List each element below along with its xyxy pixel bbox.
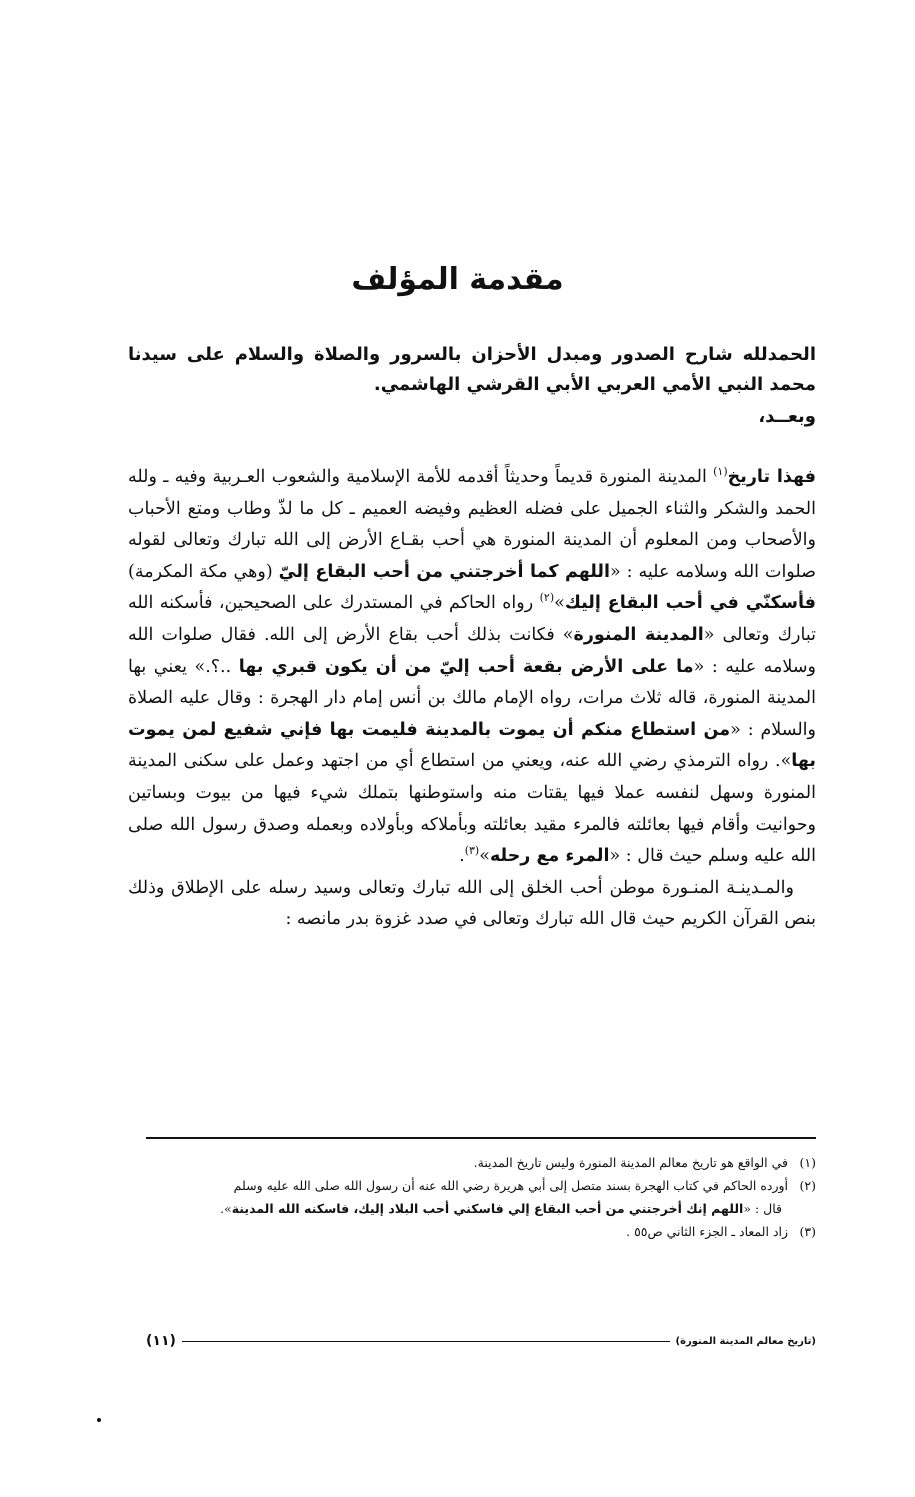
text-run: رواه الحاكم في المستدرك على الصحيحين، فأسكنه الله تبارك وتعالى « — [128, 593, 816, 645]
footer-line — [182, 1341, 670, 1342]
hadith-quote-4: المرء مع رحله — [489, 846, 610, 867]
footnote-number: (٢) — [799, 1178, 816, 1193]
text-run: » — [554, 593, 565, 614]
text-run: ..؟.» يعني بها المدينة المنورة، قاله ثلاث مرات، رواه الإمام مالك بن أنس إمام دار الهجرة : وقال عليه الصلاة والسلام : « — [128, 656, 816, 740]
paragraph-1 — [128, 462, 816, 873]
footnote-ref-2: (٢) — [539, 591, 555, 605]
footnote-2-continued — [128, 1197, 816, 1220]
page-number: (١١) — [146, 1333, 176, 1349]
footnote-divider — [146, 1137, 816, 1139]
hadith-quote-2: ما على الأرض بقعة أحب إليّ من أن يكون قبري بها — [238, 656, 694, 677]
footnote-quote: اللهم إنك أخرجتني من أحب البقاع إلي فاسكني أحب البلاد إليك، فاسكنه الله المدينة — [231, 1201, 744, 1216]
text-run: » فكانت بذلك أحب بقاع الأرض إلى الله. فقال صلوات الله وسلامه عليه : « — [128, 624, 816, 677]
footnote-text: قال : « — [743, 1201, 782, 1216]
main-text — [128, 462, 816, 936]
hadith-quote-1b: فأسكنّي في أحب البقاع إليك — [564, 593, 817, 614]
hadith-quote-3: من استطاع منكم أن يموت بالمدينة فليمت بها فإني شفيع لمن يموت بها — [128, 719, 816, 772]
opening-phrase: فهذا تاريخ — [727, 467, 816, 487]
footnote-3 — [128, 1220, 816, 1243]
footnote-ref-1: (١) — [713, 465, 728, 479]
footnote-number: (١) — [799, 1155, 816, 1170]
footnote-text: زاد المعاد ـ الجزء الثاني ص٥٥ . — [626, 1224, 789, 1239]
footnote-text: أورده الحاكم في كتاب الهجرة بسند متصل إلى أبي هريرة رضي الله عنه أن رسول الله صلى الله عليه وسلم — [233, 1178, 789, 1193]
paragraph-2: والمـدينـة المنـورة موطن أحب الخلق إلى الله تبارك وتعالى وسيد رسله على الإطلاق وذلك بنص القرآن الكريم حيث قال الله تبارك وتعالى في صدد غزوة بدر مانصه : — [128, 877, 816, 930]
footnote-1 — [128, 1151, 816, 1174]
intro-praise: الحمدلله شارح الصدور ومبدل الأحزان بالسرور والصلاة والسلام على سيدنا محمد النبي الأمي العربي الأبي القرشي الهاشمي. — [128, 344, 816, 395]
intro-wabad: وبعــد، — [758, 406, 816, 427]
text-run: » — [479, 846, 490, 867]
hadith-quote-1a: اللهم كما أخرجتني من أحب البقاع إليّ — [278, 561, 610, 582]
text-run: ». رواه الترمذي رضي الله عنه، ويعني من استطاع أي من اجتهد وعمل على سكنى المدينة المنورة وسهل لنفسه عملا فيها يقتات منه واستوطنها بتملك شيء فيها من بيوت وبساتين وحوانيت وأقام فيها بعائلته فالمرء مقيد بعائلته وبأملاكه وبأولاده وبعمله وصدق رسول الله صلى الله عليه وسلم حيث قال : « — [128, 751, 816, 867]
text-run: (وهي مكة المكرمة) — [128, 561, 279, 582]
footnote-number: (٣) — [799, 1224, 816, 1239]
footnote-text: في الواقع هو تاريخ معالم المدينة المنورة وليس تاريخ المدينة. — [473, 1155, 789, 1170]
footnote-ref-3: (٣) — [464, 844, 480, 858]
text-run: المدينة المنورة قديماً وحديثاً أقدمه للأمة الإسلامية والشعوب العـربية وفيه ـ ولله الحمد والشكر والثناء الجميل على فضله العظيم وفيضه العميم ـ كل ما لذّ وطاب ومتع الأحباب والأصحاب ومن المعلوم أن المدينة المنورة هي أحب بقـاع الأرض إلى الله تبارك وتعالى لقوله صلوات الله وسلامه عليه : « — [128, 467, 817, 582]
footnote-2 — [128, 1174, 816, 1197]
intro-block — [128, 340, 816, 432]
text-run: . — [459, 846, 465, 867]
running-footer-title: (تاريخ معالم المدينة المنورة) — [675, 1335, 816, 1347]
footnote-text: ». — [220, 1201, 232, 1216]
footnotes — [128, 1151, 816, 1243]
page-footer — [146, 1331, 816, 1351]
scan-speck — [97, 1418, 101, 1422]
quote-madinah: المدينة المنورة — [573, 624, 704, 645]
page-title: مقدمة المؤلف — [351, 262, 564, 297]
